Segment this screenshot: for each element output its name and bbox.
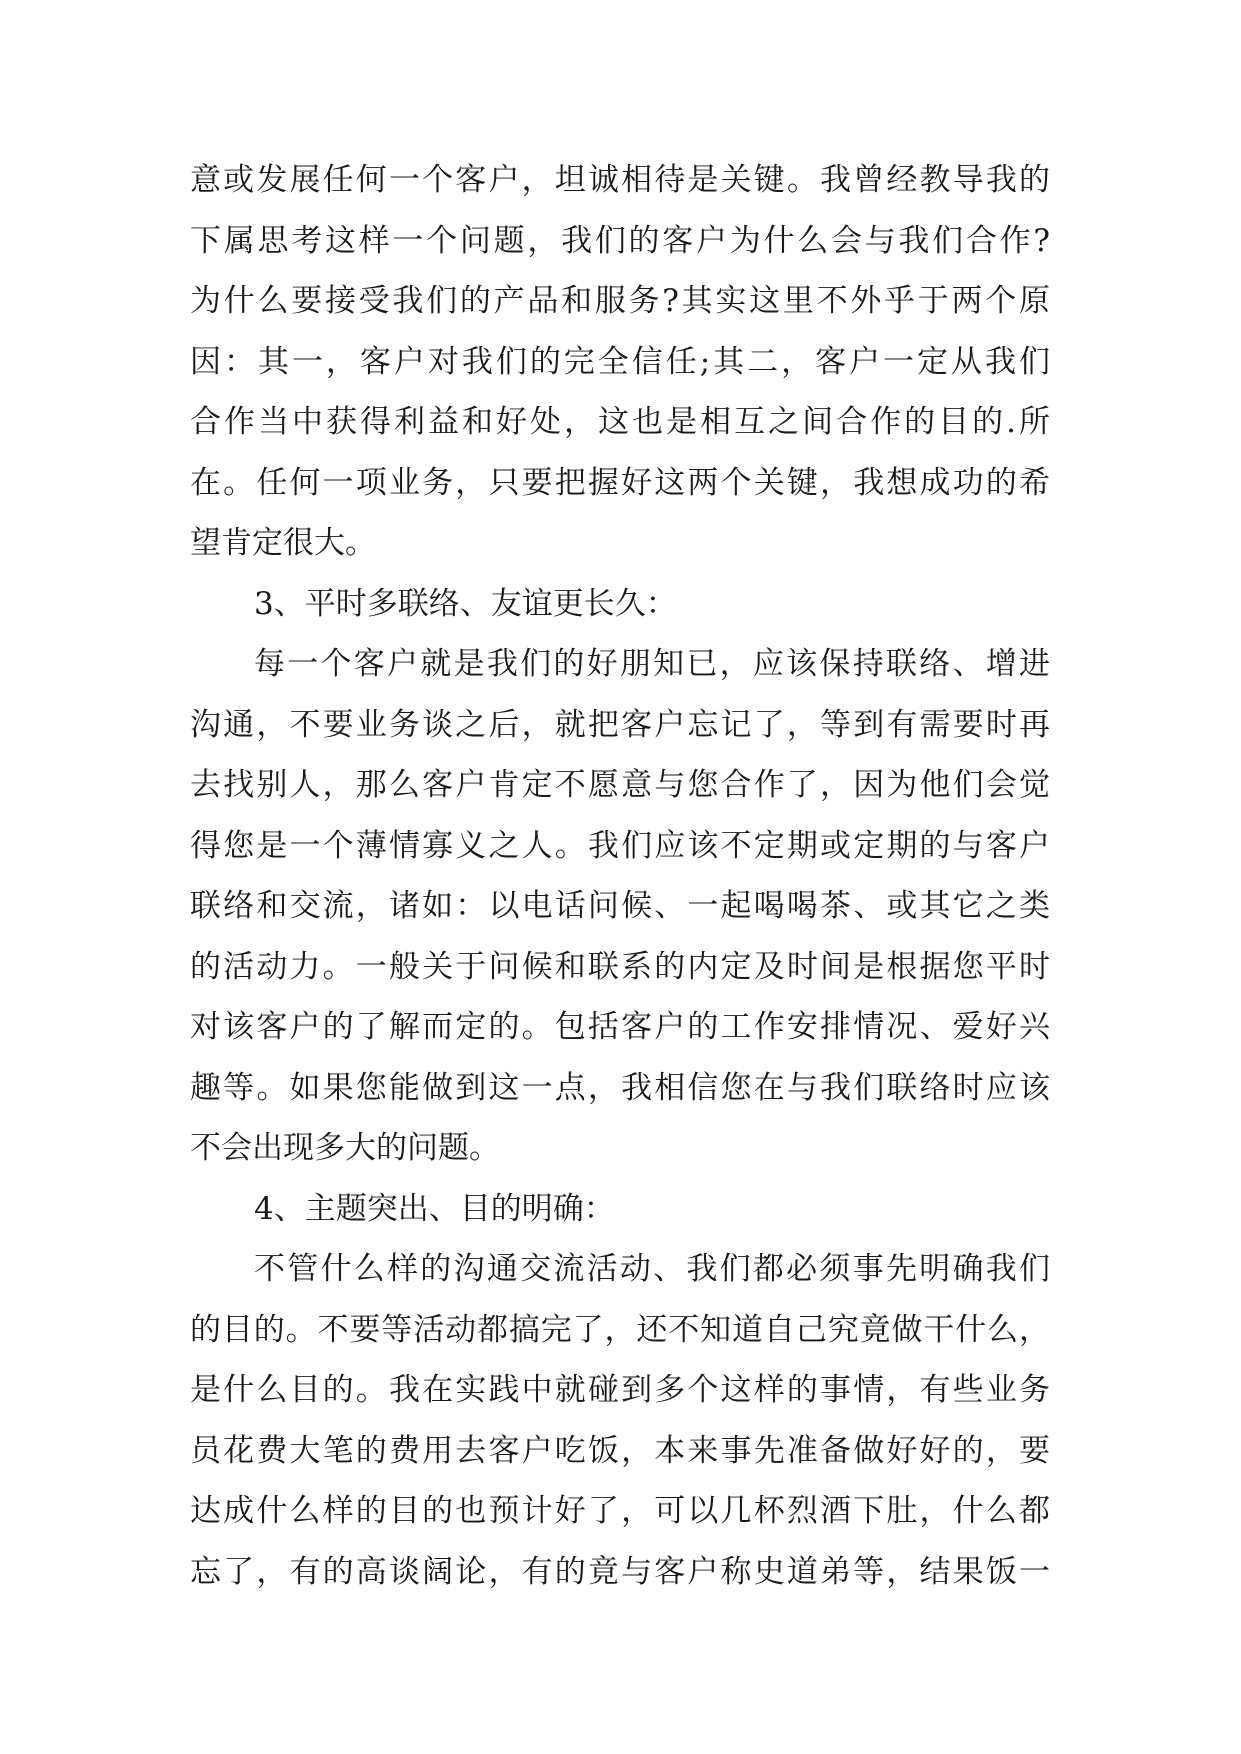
- text-line: 3、平时多联络、友谊更长久：: [254, 585, 677, 622]
- text-line: 联络和交流，诸如：以电话问候、一起喝喝茶、或其它之类: [190, 888, 1050, 924]
- text-line: 不会出现多大的问题。: [190, 1130, 500, 1166]
- text-line: 4、主题突出、目的明确：: [254, 1190, 615, 1227]
- text-line: 下属思考这样一个问题，我们的客户为什么会与我们合作?: [190, 222, 1050, 259]
- text-line: 得您是一个薄情寡义之人。我们应该不定期或定期的与客户: [190, 827, 1050, 864]
- text-line: 意或发展任何一个客户，坦诚相待是关键。我曾经教导我的: [190, 162, 1050, 198]
- text-line: 达成什么样的目的也预计好了，可以几杯烈酒下肚，什么都: [190, 1493, 1050, 1529]
- text-line: 不管什么样的沟通交流活动、我们都必须事先明确我们: [254, 1251, 1050, 1287]
- text-line: 合作当中获得利益和好处，这也是相互之间合作的目的.所: [190, 404, 1050, 440]
- document-body: [190, 150, 1050, 1602]
- text-line: 忘了，有的高谈阔论，有的竟与客户称史道弟等，结果饭一: [190, 1553, 1050, 1590]
- text-line: 对该客户的了解而定的。包括客户的工作安排情况、爱好兴: [190, 1009, 1050, 1045]
- text-line: 的目的。不要等活动都搞完了，还不知道自己究竟做干什么，: [190, 1311, 1050, 1348]
- text-line: 去找别人，那么客户肯定不愿意与您合作了，因为他们会觉: [190, 767, 1050, 803]
- text-line: 在。任何一项业务，只要把握好这两个关键，我想成功的希: [190, 464, 1050, 501]
- text-line: 趣等。如果您能做到这一点，我相信您在与我们联络时应该: [190, 1069, 1050, 1106]
- text-line: 员花费大笔的费用去客户吃饭，本来事先准备做好好的，要: [190, 1432, 1050, 1469]
- text-line: 沟通，不要业务谈之后，就把客户忘记了，等到有需要时再: [190, 706, 1050, 743]
- text-line: 的活动力。一般关于问候和联系的内定及时间是根据您平时: [190, 948, 1050, 985]
- text-line: 因：其一，客户对我们的完全信任;其二，客户一定从我们: [190, 343, 1050, 380]
- text-line: 为什么要接受我们的产品和服务?其实这里不外乎于两个原: [190, 283, 1050, 319]
- text-line: 每一个客户就是我们的好朋知已，应该保持联络、增进: [254, 646, 1050, 682]
- text-line: 望肯定很大。: [190, 525, 376, 561]
- text-line: 是什么目的。我在实践中就碰到多个这样的事情，有些业务: [190, 1372, 1050, 1408]
